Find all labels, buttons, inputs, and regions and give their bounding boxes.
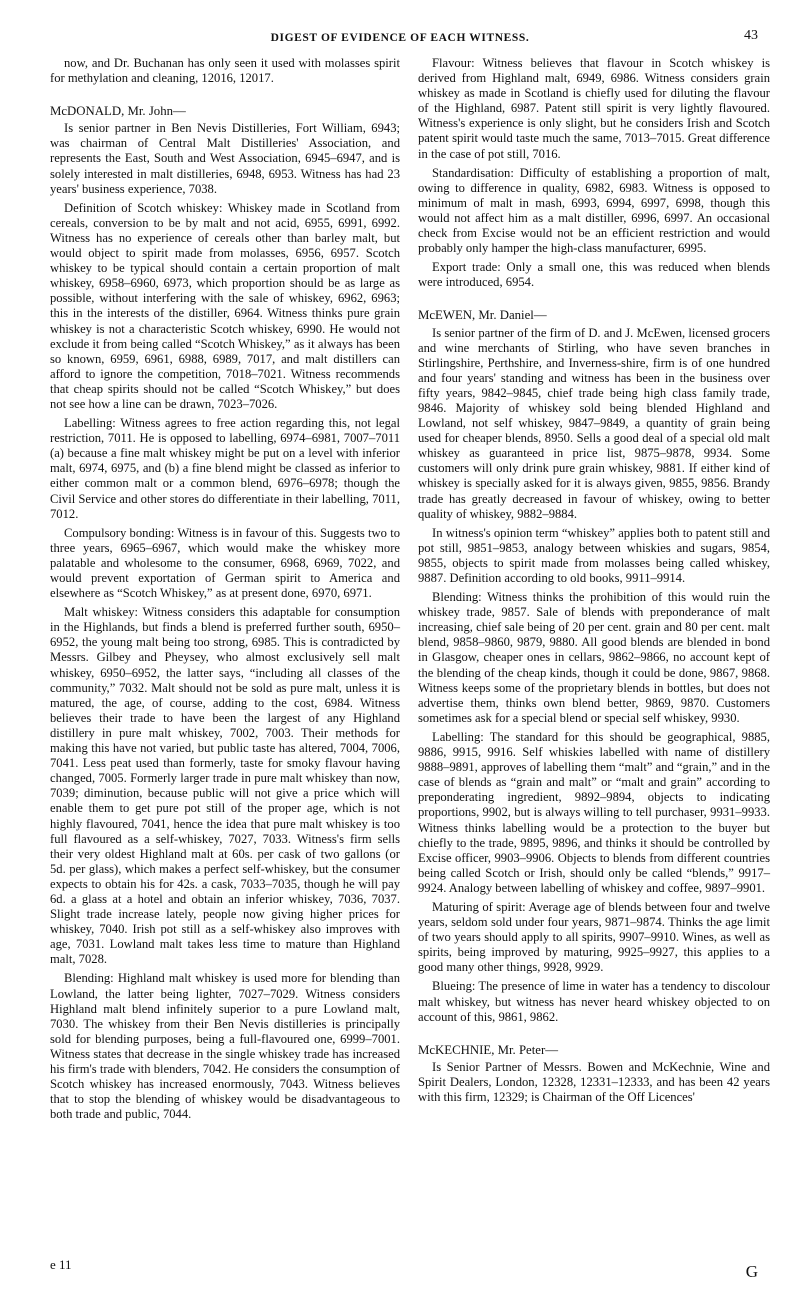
printer-signature: e 11 xyxy=(50,1257,72,1272)
mcewen-blending: Blending: Witness thinks the prohibition of this would ruin the whiskey trade, 9857. Sale of blends with preponderance of malt increasing, chief sale being of 20 per cent. grain and 80 per cent. malt blend, 9858–9860, 9879, 9880. All good blends are blended in bond in Glasgow, cheaper ones in cellars, 9862–9866, no account kept of the blending of the cheap kinds, though it could be done, 9867, 9868. Witness keeps some of the proprietary blends in bottles, but does not advertise them, thinks own blend better, 9869, 9870. Customers sometimes ask for a special blend or special self whiskey, 9930. xyxy=(418,590,770,725)
mcdonald-blending: Blending: Highland malt whiskey is used more for blending than Lowland, the latter being lighter, 7027–7029. Witness considers Highland malt blend infinitely superior to a pure Lowland malt, 7030. The whiskey from their Ben Nevis distilleries is principally sold for blending purposes, being a full-flavoured one, 6999–7001. Witness states that decrease in the single whiskey trade has increased his firm's trade with blenders, 7042. He considers the consumption of Scotch whiskey has increased enormously, 7043. Witness believes that to stop the blending of whiskey would be disadvantageous to both trade and public, 7044. xyxy=(50,971,400,1122)
mcdonald-bonding: Compulsory bonding: Witness is in favour of this. Suggests two to three years, 6965–6967, which would make the whiskey more palatable and wholesome to the consumer, 6968, 6969, 7022, and would prevent exportation of German spirit to America and elsewhere as “Scotch Whiskey,” as at present done, 6970, 6971. xyxy=(50,525,400,601)
mcdonald-standardisation: Standardisation: Difficulty of establishing a proportion of malt, owing to difference in quality, 6982, 6983. Witness is opposed to minimum of malt in mash, 6993, 6994, 6997, 6998, though this would not affect him as a malt distiller, 6996, 6997. An occasional check from Excise would not be an efficient restriction and would probably only hamper the high-class manufacturer, 6995. xyxy=(418,165,770,256)
mcdonald-export: Export trade: Only a small one, this was reduced when blends were introduced, 6954. xyxy=(418,260,770,290)
continued-paragraph: now, and Dr. Buchanan has only seen it used with molasses spirit for methylation and cleaning, 12016, 12017. xyxy=(50,56,400,86)
mcewen-maturing: Maturing of spirit: Average age of blends between four and twelve years, seldom sold under four years, 9871–9874. Thinks the age limit of two years should apply to all spirits, 9907–9910. Wines, as well as spirits, being improved by maturing, 9925–9927, this applies to a good many other things, 9928, 9929. xyxy=(418,899,770,975)
page-number: 43 xyxy=(744,28,758,43)
mcdonald-definition: Definition of Scotch whiskey: Whiskey made in Scotland from cereals, conversion to be by malt and not acid, 6955, 6991, 6992. Witness has no experience of cereals other than barley malt, but would object to spirit made from molasses, 6956, 6957. Scotch whiskey to be typical should contain a certain proportion of malt whiskey, 6958–6960, 6973, which proportion should be as large as possible, without interfering with the sale of whiskey, 6962, 6963; this in the interests of the distiller, 6964. Witness thinks pure grain whiskey is not a characteristic Scotch whiskey, 6990. He would not exclude it from being called “Scotch Whiskey,” as it always has been so known, 6959, 6961, 6988, 6989, 7017, and malt distillers can afford to ignore the competition, 7018–7021. Witness recommends that cheap spirits should not be called “Scotch Whiskey,” but does not see how a line can be drawn, 7023–7026. xyxy=(50,200,400,411)
mcewen-biography: Is senior partner of the firm of D. and J. McEwen, licensed grocers and wine merchants of Stirling, who have seven branches in Stirlingshire, Perthshire, and Inverness-shire, firm is of one hundred and four years' standing and witness has been in the business over fifty years, 9842–9845, chief trade being high class family trade, 9846. Majority of whiskey sold being blended Highland and Lowland, not self whiskey, 9847–9849, a quantity of grain being used for cheaper blends, 8950. Sells a good deal of a special old malt whiskey as guaranteed in price list, 9875–9878, 9934. Some customers will only drink pure grain whiskey, 9881. If either kind of whiskey is specially asked for it is always given, 9855, 9856. Brandy trade has greatly decreased in favour of whiskey, owing to better quality of whiskey, 9882–9884. xyxy=(418,325,770,521)
left-column xyxy=(50,56,400,1126)
mcewen-blueing: Blueing: The presence of lime in water has a tendency to discolour malt whiskey, but witness has never heard whiskey objected to on account of this, 9861, 9862. xyxy=(418,979,770,1024)
mcewen-labelling: Labelling: The standard for this should be geographical, 9885, 9886, 9915, 9916. Self whiskies labelled with name of distillery 9888–9891, approves of labelling them “malt” and “grain,” and in the case of blends as “grain and malt” or “malt and grain” according to preponderating ingredient, 9892–9894, objects to indicating proportions, 9902, but is always willing to tell purchaser, 9931–9933. Witness thinks labelling would be a protection to the buyer but chiefly to the trade, 9895, 9896, and thinks it should be controlled by Excise officer, 9903–9906. Objects to blends from different countries being called Scotch or Irish, should only be called “blends,” 9917–9924. Analogy between labelling of whiskey and coffee, 9897–9901. xyxy=(418,729,770,895)
mckechnie-biography: Is Senior Partner of Messrs. Bowen and McKechnie, Wine and Spirit Dealers, London, 12328, 12331–12333, and has been 42 years with this firm, 12329; is Chairman of the Off Licences' xyxy=(418,1059,770,1104)
mcewen-definition: In witness's opinion term “whiskey” applies both to patent still and pot still, 9851–9853, analogy between whiskies and sugars, 9854, 9855, objects to spirit made from molasses being called whiskey, 9887. Definition according to old books, 9911–9914. xyxy=(418,525,770,585)
witness-heading-mcewen: McEWEN, Mr. Daniel— xyxy=(418,308,547,323)
mcdonald-biography: Is senior partner in Ben Nevis Distilleries, Fort William, 6943; was chairman of Central Malt Distilleries' Association, and represents the East, South and West Association, 6945–6947, and is solely interested in malt distilleries, 6948, 6953. Witness has had 23 years' business experience, 7038. xyxy=(50,121,400,196)
mcdonald-labelling: Labelling: Witness agrees to free action regarding this, not legal restriction, 7011. He is opposed to labelling, 6974–6981, 7007–7011 (a) because a fine malt whiskey might be put on a level with inferior malt, 6974, 6975, and (b) a fine blend might be classed as inferior to either common malt or a common blend, 6976–6978; though the Civil Service and other stores do differentiate in their labelling, 7011, 7012. xyxy=(50,416,400,521)
mcdonald-malt-whiskey: Malt whiskey: Witness considers this adaptable for consumption in the Highlands, but finds a blend is preferred further south, 6950–6952, the young malt being too strong, 6985. This is contradicted by Messrs. Gilbey and Pheysey, who almost exclusively sell malt whiskey, 6950–6952, the latter says, “including all classes of the community,” 7032. Malt should not be sold as pure malt, unless it is matured, the age, of course, adding to the cost, 6984. Witness believes their trade to have been the largest of any Highland distillery in pure malt whiskey, 7002, 7003. Their methods for making this have not varied, but public taste has altered, 7004, 7006, 7041. Less peat used than formerly, taste for smoky flavour having changed, 7005. Formerly larger trade in pure malt whiskey than now, 7039; diminution, because public will not give a price which will enable them to get pure pot still of the proper age, which is not highly flavoured, 7041, hence the idea that pure malt whiskey is too full flavoured as a self-whiskey, 7027, 7033. Witness's firm sells their very oldest Highland malt at 60s. per cask of two gallons (or 5d. per glass), which makes a perfect self-whiskey, but the consumer expects to obtain his for 42s. a cask, 7033–7035, though he will pay 6d. a glass at a hotel and obtain an inferior whiskey, 7036, 7037. Slight trade increase lately, people now giving higher prices for whiskey, 7040. Irish pot still as a self-whiskey also improves with age, 7031. Lowland malt takes less time to mature than Highland malt, 7028. xyxy=(50,605,400,967)
running-head: DIGEST OF EVIDENCE OF EACH WITNESS. xyxy=(270,32,530,44)
right-column xyxy=(418,56,770,1109)
sheet-signature-letter: G xyxy=(745,1262,758,1281)
mcdonald-flavour: Flavour: Witness believes that flavour in Scotch whiskey is derived from Highland malt, 6949, 6986. Witness considers grain whiskey as made in Scotland is chiefly used for diluting the flavour of the Highland, 6987. Patent still spirit is very lightly flavoured. Witness's experience is only slight, but he considers Irish and Scotch patent spirit would taste much the same, 7013–7015. Great difference in the case of pot still, 7016. xyxy=(418,56,770,161)
witness-heading-mckechnie: McKECHNIE, Mr. Peter— xyxy=(418,1042,559,1057)
witness-heading-mcdonald: McDONALD, Mr. John— xyxy=(50,104,186,119)
